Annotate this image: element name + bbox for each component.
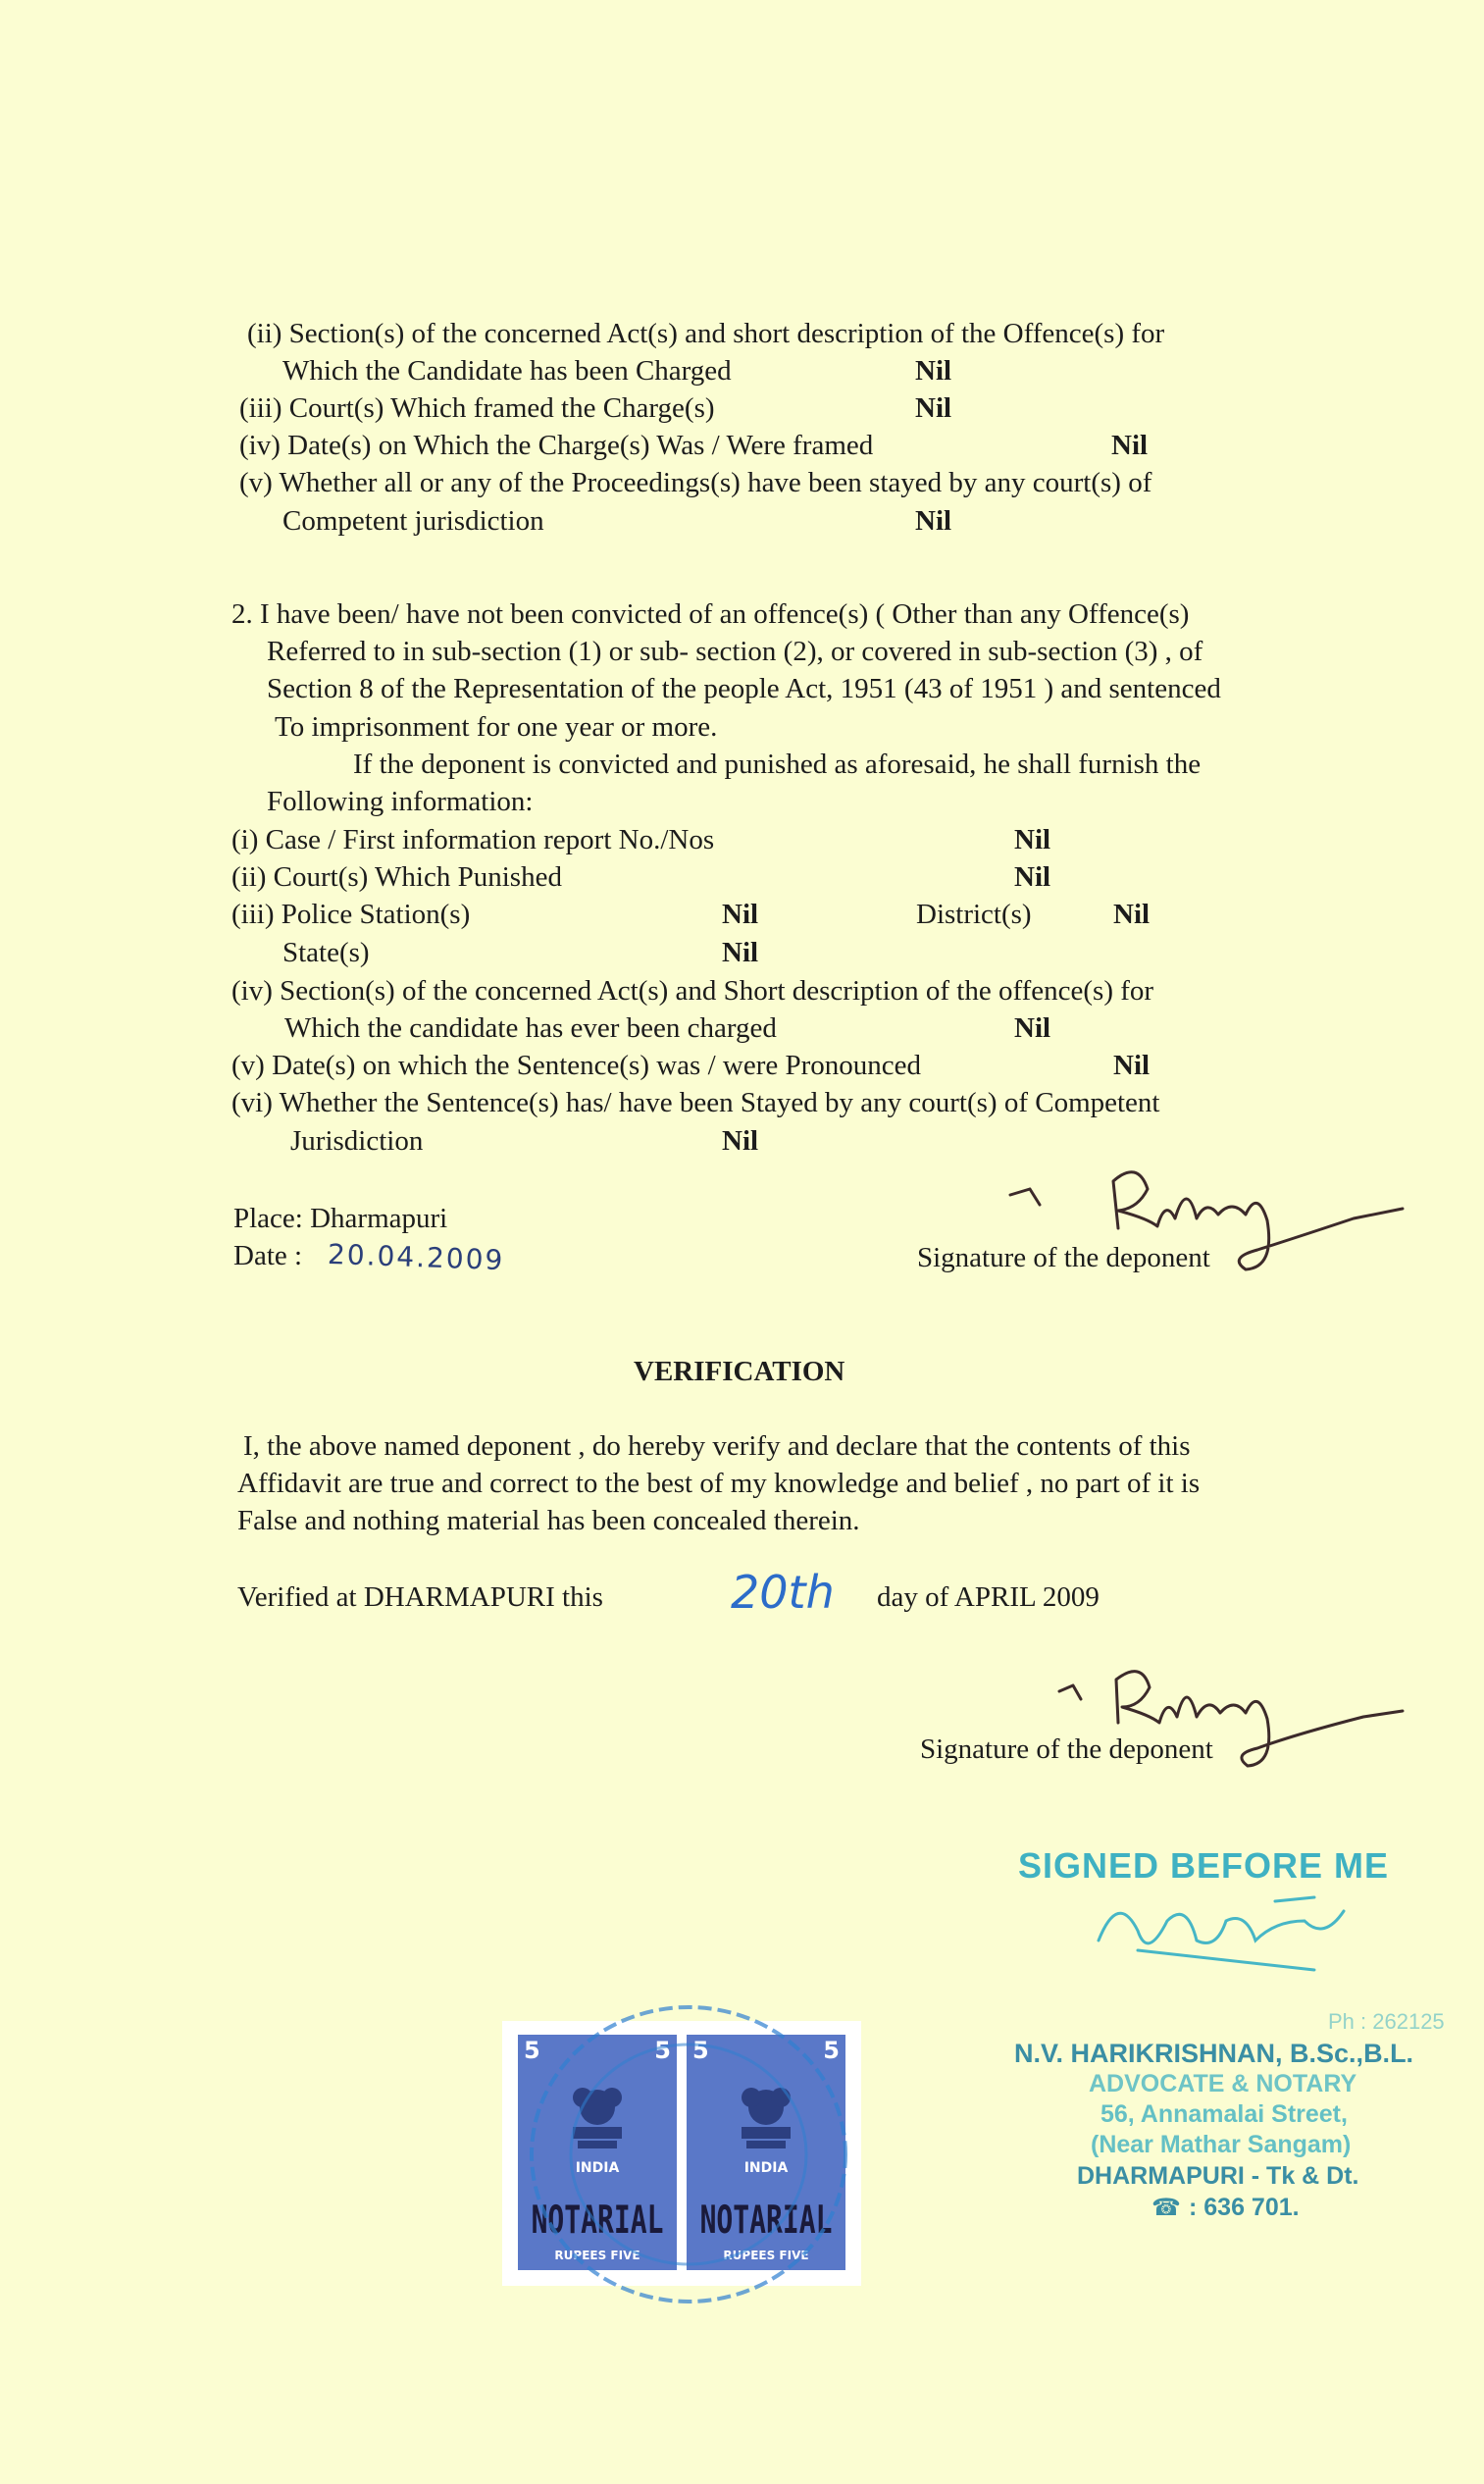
- telephone-icon: ☎: [1151, 2194, 1181, 2221]
- round-seal: [502, 1997, 861, 2292]
- signature-label-2: Signature of the deponent: [920, 1734, 1213, 1765]
- info-i-value: Nil: [1014, 824, 1051, 855]
- info-v-value: Nil: [1113, 1050, 1151, 1081]
- stamp-denomination-left: 5: [524, 2037, 540, 2064]
- verification-line1: I, the above named deponent , do hereby verify and declare that the contents of this: [243, 1430, 1191, 1462]
- info-i: (i) Case / First information report No./Nos: [231, 824, 715, 855]
- item-iv-value: Nil: [1111, 430, 1149, 461]
- signature-1: [1000, 1160, 1432, 1277]
- para2-line5: If the deponent is convicted and punished as aforesaid, he shall furnish the: [353, 749, 1202, 780]
- stamp-denomination-right: 5: [654, 2037, 671, 2064]
- place: Place: Dharmapuri: [233, 1203, 448, 1234]
- info-iii-state: State(s): [282, 937, 370, 968]
- info-iv-line1: (iv) Section(s) of the concerned Act(s) and Short description of the offence(s) for: [231, 975, 1154, 1007]
- info-iii-value: Nil: [722, 899, 759, 930]
- item-v-line1: (v) Whether all or any of the Proceedings(s) have been stayed by any court(s) of: [239, 467, 1152, 498]
- para2-line6: Following information:: [267, 786, 534, 817]
- notarial-stamps: [502, 2021, 861, 2286]
- verification-heading: VERIFICATION: [634, 1356, 845, 1387]
- info-vi-value: Nil: [722, 1125, 759, 1157]
- notary-phone: Ph : 262125: [1328, 2009, 1445, 2034]
- info-iii-state-value: Nil: [722, 937, 759, 968]
- verification-line3: False and nothing material has been concealed therein.: [237, 1505, 860, 1536]
- info-vi-line2: Jurisdiction: [290, 1125, 424, 1157]
- signed-before-me: SIGNED BEFORE ME: [1018, 1845, 1390, 1886]
- date-label: Date :: [233, 1240, 303, 1271]
- stamp-country: INDIA: [575, 2160, 620, 2176]
- item-v-value: Nil: [915, 505, 952, 537]
- stamp-label: NOTARIAL: [699, 2197, 833, 2243]
- info-vi-line1: (vi) Whether the Sentence(s) has/ have been Stayed by any court(s) of Competent: [231, 1087, 1160, 1118]
- item-iv-line: (iv) Date(s) on Which the Charge(s) Was / Were framed: [239, 430, 874, 461]
- handwritten-day: 20th: [731, 1566, 835, 1619]
- item-ii-line1: (ii) Section(s) of the concerned Act(s) and short description of the Offence(s) for: [247, 318, 1165, 349]
- item-ii-value: Nil: [915, 355, 952, 387]
- item-iii-line: (iii) Court(s) Which framed the Charge(s): [239, 392, 715, 424]
- item-v-line2: Competent jurisdiction: [282, 505, 544, 537]
- notary-signature: [1079, 1882, 1373, 1990]
- notary-city: DHARMAPURI - Tk & Dt.: [1077, 2162, 1359, 2190]
- notary-pin: : 636 701.: [1189, 2194, 1300, 2221]
- verification-line2: Affidavit are true and correct to the best of my knowledge and belief , no part of it is: [237, 1468, 1201, 1499]
- para2-line4: To imprisonment for one year or more.: [275, 711, 718, 743]
- stamp-denomination-right: 5: [823, 2037, 840, 2064]
- verified-at: Verified at DHARMAPURI this: [237, 1581, 603, 1613]
- info-iii: (iii) Police Station(s): [231, 899, 471, 930]
- notary-title: ADVOCATE & NOTARY: [1089, 2070, 1357, 2097]
- notary-landmark: (Near Mathar Sangam): [1091, 2131, 1352, 2158]
- item-iii-value: Nil: [915, 392, 952, 424]
- notary-street: 56, Annamalai Street,: [1100, 2100, 1348, 2128]
- stamp-country: INDIA: [743, 2160, 789, 2176]
- info-v: (v) Date(s) on which the Sentence(s) was / were Pronounced: [231, 1050, 922, 1081]
- info-iii-district-value: Nil: [1113, 899, 1151, 930]
- handwritten-date: 20.04.2009: [327, 1237, 505, 1277]
- signature-2: [1040, 1656, 1471, 1774]
- stamp-value: RUPEES FIVE: [723, 2249, 809, 2262]
- para2-line1: 2. I have been/ have not been convicted of an offence(s) ( Other than any Offence(s): [231, 598, 1190, 630]
- stamp-value: RUPEES FIVE: [554, 2249, 640, 2262]
- para2-line2: Referred to in sub-section (1) or sub- section (2), or covered in sub-section (3) , of: [267, 636, 1203, 667]
- stamp-denomination-left: 5: [692, 2037, 709, 2064]
- para2-line3: Section 8 of the Representation of the people Act, 1951 (43 of 1951 ) and sentenced: [267, 673, 1221, 704]
- stamp-label: NOTARIAL: [531, 2197, 664, 2243]
- signature-label-1: Signature of the deponent: [917, 1242, 1210, 1273]
- info-iii-district: District(s): [916, 899, 1032, 930]
- item-ii-line2: Which the Candidate has been Charged: [282, 355, 732, 387]
- notary-name: N.V. HARIKRISHNAN, B.Sc.,B.L.: [1014, 2039, 1414, 2068]
- info-iv-value: Nil: [1014, 1012, 1051, 1044]
- info-ii: (ii) Court(s) Which Punished: [231, 861, 562, 893]
- day-of: day of APRIL 2009: [877, 1581, 1100, 1613]
- info-ii-value: Nil: [1014, 861, 1051, 893]
- info-iv-line2: Which the candidate has ever been charged: [284, 1012, 777, 1044]
